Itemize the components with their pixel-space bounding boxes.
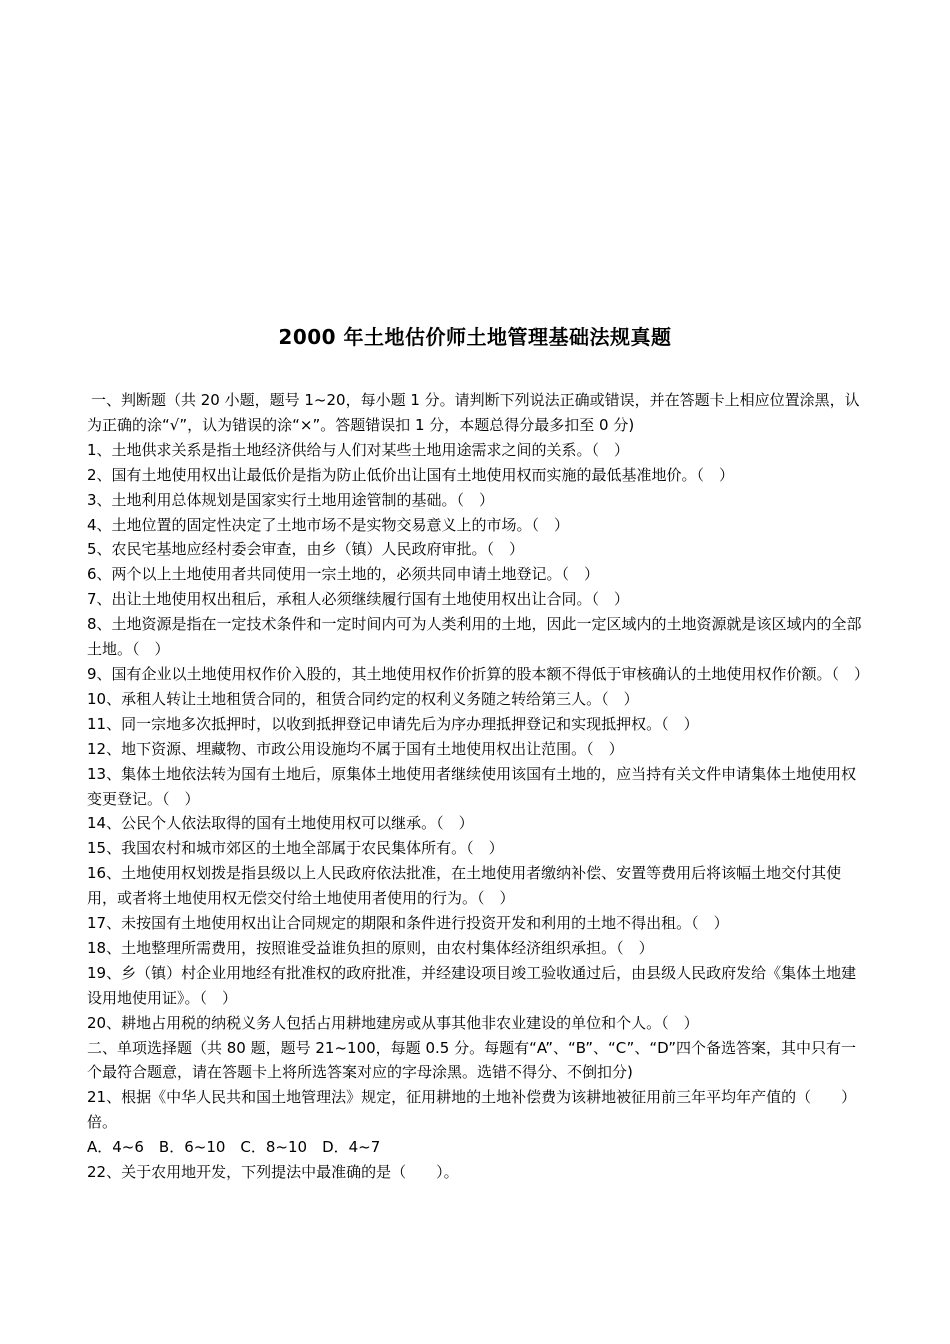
section-intro: 二、单项选择题（共 80 题，题号 21~100，每题 0.5 分。每题有“A”、“B”、“C”、“D”四个备选答案，其中只有一个最符合题意，请在答题卡上将所选答案对应的字母涂黑。选错不得分、不倒扣分): [87, 1038, 857, 1082]
question-item: 12、地下资源、埋藏物、市政公用设施均不属于国有土地使用权出让范围。（ ）: [87, 739, 624, 758]
question-item: 7、出让土地使用权出租后，承租人必须继续履行国有土地使用权出让合同。（ ）: [87, 590, 630, 609]
question-item: 6、两个以上土地使用者共同使用一宗土地的，必须共同申请土地登记。（ ）: [87, 565, 600, 584]
question-item: 16、土地使用权划拨是指县级以上人民政府依法批准，在土地使用者缴纳补偿、安置等费用后将该幅土地交付其使用，或者将土地使用权无偿交付给土地使用者使用的行为。（ ）: [87, 864, 842, 908]
question-item: 18、土地整理所需费用，按照谁受益谁负担的原则，由农村集体经济组织承担。（ ）: [87, 938, 654, 957]
question-item: 3、土地利用总体规划是国家实行土地用途管制的基础。（ ）: [87, 490, 495, 509]
question-item: 20、耕地占用税的纳税义务人包括占用耕地建房或从事其他非农业建设的单位和个人。（ ）: [87, 1013, 699, 1032]
question-item: 14、公民个人依法取得的国有土地使用权可以继承。（ ）: [87, 814, 474, 833]
question-item: 21、根据《中华人民共和国土地管理法》规定，征用耕地的土地补偿费为该耕地被征用前三年平均年产值的（ ）倍。: [87, 1088, 857, 1132]
question-item: 5、农民宅基地应经村委会审查，由乡（镇）人民政府审批。（ ）: [87, 540, 525, 559]
answer-options: A．4~6 B．6~10 C．8~10 D．4~7: [87, 1138, 381, 1157]
question-item: 15、我国农村和城市郊区的土地全部属于农民集体所有。（ ）: [87, 839, 504, 858]
question-item: 19、乡（镇）村企业用地经有批准权的政府批准，并经建设项目竣工验收通过后，由县级人民政府发给《集体土地建设用地使用证》。（ ）: [87, 963, 857, 1007]
question-item: 4、土地位置的固定性决定了土地市场不是实物交易意义上的市场。（ ）: [87, 515, 570, 534]
document-body: [87, 388, 870, 1185]
question-item: 9、国有企业以土地使用权作价入股的，其土地使用权作价折算的股本额不得低于审核确认的土地使用权作价额。（ ）: [87, 664, 870, 683]
question-item: 13、集体土地依法转为国有土地后，原集体土地使用者继续使用该国有土地的，应当持有关文件申请集体土地使用权变更登记。（ ）: [87, 764, 857, 808]
question-item: 2、国有土地使用权出让最低价是指为防止低价出让国有土地使用权而实施的最低基准地价。（ ）: [87, 465, 735, 484]
question-item: 11、同一宗地多次抵押时，以收到抵押登记申请先后为序办理抵押登记和实现抵押权。（ ）: [87, 714, 699, 733]
page-title: 2000 年土地估价师土地管理基础法规真题: [278, 325, 672, 349]
question-item: 1、土地供求关系是指土地经济供给与人们对某些土地用途需求之间的关系。（ ）: [87, 440, 630, 459]
question-item: 17、未按国有土地使用权出让合同规定的期限和条件进行投资开发和利用的土地不得出租。（ ）: [87, 914, 729, 933]
question-item: 8、土地资源是指在一定技术条件和一定时间内可为人类利用的土地，因此一定区域内的土地资源就是该区域内的全部土地。（ ）: [87, 615, 862, 659]
section-intro: 一、判断题（共 20 小题，题号 1~20，每小题 1 分。请判断下列说法正确或错误，并在答题卡上相应位置涂黑，认为正确的涂“√”，认为错误的涂“×”。答题错误扣 1 分，本题总得分最多扣至 0 分): [87, 391, 860, 434]
question-item: 10、承租人转让土地租赁合同的，租赁合同约定的权利义务随之转给第三人。（ ）: [87, 689, 639, 708]
question-item: 22、关于农用地开发，下列提法中最准确的是（ ）。: [87, 1163, 459, 1182]
